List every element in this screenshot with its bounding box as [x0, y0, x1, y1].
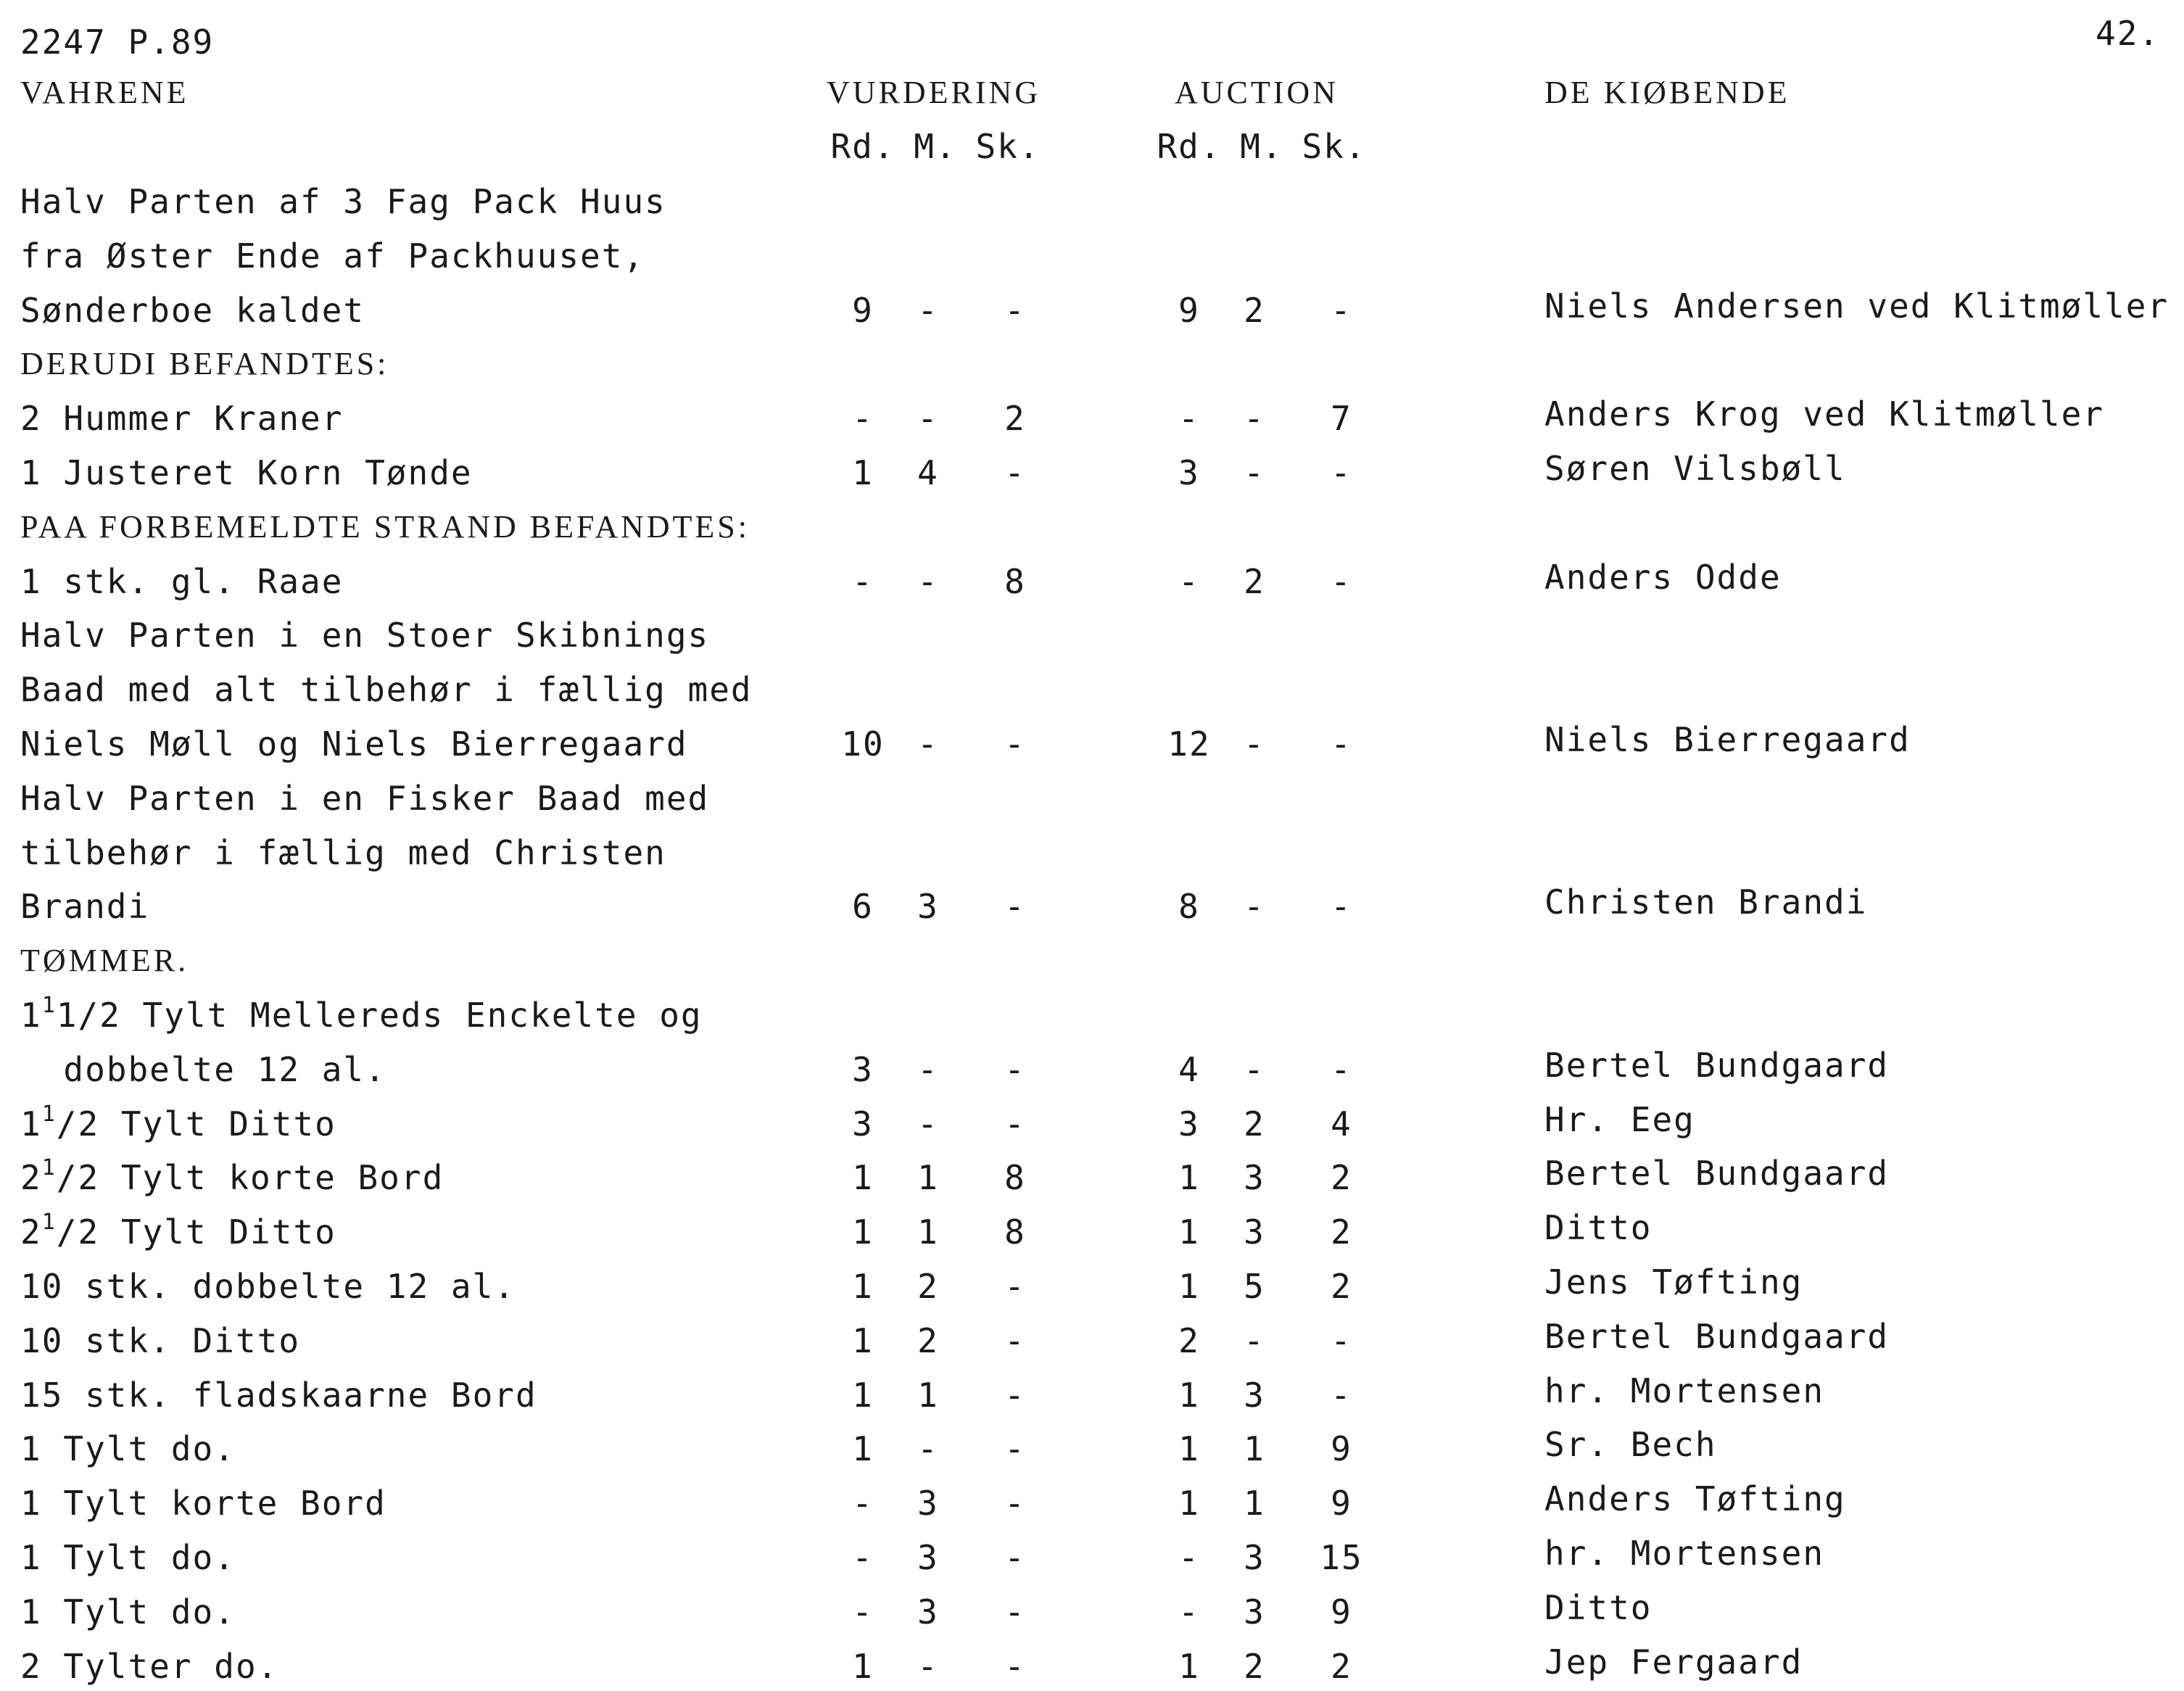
valuation-m: -: [917, 562, 939, 601]
item-text: /2 Tylt Ditto: [56, 1212, 336, 1252]
auction-rd: 2: [1178, 1321, 1200, 1360]
valuation-sk: 8: [1004, 562, 1026, 601]
auction-rd: 12: [1167, 724, 1211, 764]
valuation-sk: -: [1004, 291, 1026, 330]
valuation-sk: 2: [1004, 399, 1026, 438]
valuation-m: 3: [917, 1484, 939, 1523]
item-text: /2 Tylt Ditto: [56, 1104, 336, 1144]
item-description: [20, 1537, 236, 1578]
unit-valuation-rd: Rd.: [830, 127, 895, 166]
valuation-rd: 1: [852, 1376, 874, 1415]
section-heading: [20, 344, 389, 384]
auction-rd: -: [1178, 399, 1200, 438]
valuation-m: -: [917, 1647, 939, 1686]
auction-rd: 1: [1178, 1376, 1200, 1415]
auction-m: 3: [1244, 1212, 1265, 1252]
auction-sk: 9: [1331, 1429, 1352, 1468]
valuation-rd: 1: [852, 1267, 874, 1306]
valuation-m: -: [917, 1104, 939, 1144]
item-text: 2 Tylter do.: [20, 1647, 279, 1686]
buyer-name: hr. Mortensen: [1544, 1534, 1825, 1573]
item-text: dobbelte 12 al.: [20, 1050, 386, 1089]
buyer-name: Anders Krog ved Klitmøller: [1544, 394, 2105, 434]
buyer-name: Christen Brandi: [1544, 882, 1868, 922]
item-text: 1 Tylt do.: [20, 1592, 236, 1632]
valuation-sk: -: [1004, 1484, 1026, 1523]
valuation-rd: 10: [841, 724, 885, 764]
auction-rd: 3: [1178, 453, 1200, 492]
unit-auction-sk: Sk.: [1302, 127, 1367, 166]
buyer-name: Niels Bierregaard: [1544, 720, 1911, 759]
unit-auction-m: M.: [1240, 127, 1283, 166]
auction-sk: 2: [1331, 1212, 1352, 1252]
buyer-name: Sr. Bech: [1544, 1425, 1717, 1464]
item-text: Sønderboe kaldet: [20, 291, 365, 330]
auction-rd: 3: [1178, 1104, 1200, 1144]
valuation-sk: -: [1004, 1538, 1026, 1577]
valuation-sk: -: [1004, 1647, 1026, 1686]
item-description: [20, 886, 149, 927]
item-text: TØMMER.: [20, 943, 189, 978]
item-description: [20, 724, 688, 764]
item-description: [20, 1592, 236, 1632]
item-description: [20, 561, 343, 602]
auction-sk: -: [1331, 724, 1352, 764]
quantity-superscript: 1: [41, 1210, 57, 1235]
buyer-name: Ditto: [1544, 1588, 1653, 1627]
valuation-rd: -: [852, 1538, 874, 1577]
auction-m: 1: [1244, 1429, 1265, 1468]
valuation-sk: -: [1004, 1267, 1026, 1306]
auction-sk: 2: [1331, 1647, 1352, 1686]
auction-sk: -: [1331, 887, 1352, 926]
valuation-sk: 8: [1004, 1158, 1026, 1197]
item-text: 2 Hummer Kraner: [20, 399, 344, 438]
item-text: 1 stk. gl. Raae: [20, 562, 344, 601]
archive-reference: 2247 P.89: [20, 22, 215, 62]
auction-m: -: [1244, 887, 1265, 926]
unit-auction-rd: Rd.: [1157, 127, 1222, 166]
auction-sk: 2: [1331, 1267, 1352, 1306]
valuation-m: 4: [917, 453, 939, 492]
item-text: Halv Parten af 3 Fag Pack Huus: [20, 182, 666, 221]
valuation-sk: -: [1004, 1592, 1026, 1632]
header-goods: VAHRENE: [20, 75, 189, 110]
auction-sk: 4: [1331, 1104, 1352, 1144]
valuation-sk: -: [1004, 1050, 1026, 1089]
item-text: 1 Tylt do.: [20, 1538, 236, 1577]
quantity-superscript: 1: [41, 993, 57, 1018]
valuation-sk: 8: [1004, 1212, 1026, 1252]
item-text: DERUDI BEFANDTES:: [20, 346, 389, 381]
quantity-whole: 2: [20, 1212, 42, 1252]
valuation-sk: -: [1004, 1429, 1026, 1468]
valuation-sk: -: [1004, 724, 1026, 764]
buyer-name: Jens Tøfting: [1544, 1262, 1803, 1302]
valuation-m: -: [917, 724, 939, 764]
valuation-rd: -: [852, 399, 874, 438]
item-text: /2 Tylt korte Bord: [56, 1158, 444, 1197]
item-description: [20, 398, 343, 439]
valuation-rd: 1: [852, 1212, 874, 1252]
item-description: [20, 290, 365, 331]
auction-m: 3: [1244, 1538, 1265, 1577]
valuation-m: 3: [917, 1538, 939, 1577]
buyer-name: Bertel Bundgaard: [1544, 1046, 1890, 1085]
quantity-whole: 2: [20, 1158, 42, 1197]
valuation-rd: -: [852, 1592, 874, 1632]
buyer-name: Bertel Bundgaard: [1544, 1317, 1890, 1356]
item-text: Niels Møll og Niels Bierregaard: [20, 724, 688, 764]
auction-rd: 9: [1178, 291, 1200, 330]
buyer-name: Bertel Bundgaard: [1544, 1154, 1890, 1193]
quantity-whole: 1: [20, 996, 42, 1035]
auction-rd: -: [1178, 1592, 1200, 1632]
auction-m: 2: [1244, 1104, 1265, 1144]
valuation-m: 3: [917, 887, 939, 926]
item-description: [20, 1375, 537, 1415]
item-text: 15 stk. fladskaarne Bord: [20, 1376, 537, 1415]
valuation-m: 3: [917, 1592, 939, 1632]
valuation-rd: 1: [852, 1429, 874, 1468]
auction-sk: -: [1331, 1376, 1352, 1415]
auction-sk: 9: [1331, 1484, 1352, 1523]
item-text: Halv Parten i en Stoer Skibnings: [20, 616, 710, 655]
item-text: 1 Tylt korte Bord: [20, 1484, 386, 1523]
item-text: 1 Tylt do.: [20, 1429, 236, 1468]
item-text: Baad med alt tilbehør i fællig med: [20, 670, 753, 709]
auction-sk: 2: [1331, 1158, 1352, 1197]
auction-m: -: [1244, 724, 1265, 764]
buyer-name: Jep Fergaard: [1544, 1642, 1803, 1682]
buyer-name: Anders Odde: [1544, 558, 1782, 597]
auction-sk: 9: [1331, 1592, 1352, 1632]
valuation-m: 1: [917, 1212, 939, 1252]
auction-m: 2: [1244, 562, 1265, 601]
valuation-rd: 3: [852, 1104, 874, 1144]
item-description: [20, 995, 703, 1035]
valuation-rd: 1: [852, 453, 874, 492]
auction-sk: -: [1331, 562, 1352, 601]
valuation-rd: 9: [852, 291, 874, 330]
auction-rd: 4: [1178, 1050, 1200, 1089]
valuation-m: -: [917, 399, 939, 438]
auction-rd: 1: [1178, 1484, 1200, 1523]
valuation-m: 1: [917, 1376, 939, 1415]
item-text: 1 Justeret Korn Tønde: [20, 453, 473, 492]
auction-rd: 1: [1178, 1647, 1200, 1686]
auction-rd: 1: [1178, 1158, 1200, 1197]
valuation-rd: 6: [852, 887, 874, 926]
item-text: PAA FORBEMELDTE STRAND BEFANDTES:: [20, 509, 750, 545]
auction-m: 3: [1244, 1592, 1265, 1632]
item-text: 1/2 Tylt Mellereds Enckelte og: [56, 996, 703, 1035]
auction-rd: -: [1178, 562, 1200, 601]
item-description: [20, 778, 709, 819]
unit-valuation-sk: Sk.: [975, 127, 1041, 166]
item-description: [20, 1266, 516, 1307]
item-text: 10 stk. dobbelte 12 al.: [20, 1267, 516, 1306]
quantity-whole: 1: [20, 1104, 42, 1144]
item-description: [20, 452, 473, 493]
item-description: [20, 615, 709, 656]
item-text: tilbehør i fællig med Christen: [20, 833, 666, 872]
item-text: Brandi: [20, 887, 150, 926]
valuation-m: 2: [917, 1321, 939, 1360]
auction-rd: 1: [1178, 1429, 1200, 1468]
valuation-rd: 1: [852, 1158, 874, 1197]
item-description: [20, 1429, 236, 1469]
valuation-sk: -: [1004, 1321, 1026, 1360]
auction-rd: -: [1178, 1538, 1200, 1577]
valuation-rd: 3: [852, 1050, 874, 1089]
quantity-superscript: 1: [41, 1101, 57, 1127]
item-description: [20, 1157, 444, 1198]
valuation-sk: -: [1004, 887, 1026, 926]
item-description: [20, 1320, 300, 1361]
valuation-m: -: [917, 291, 939, 330]
header-valuation: VURDERING: [827, 75, 1041, 110]
header-auction: AUCTION: [1175, 75, 1339, 110]
valuation-rd: -: [852, 1484, 874, 1523]
auction-m: 5: [1244, 1267, 1265, 1306]
valuation-m: -: [917, 1429, 939, 1468]
valuation-sk: -: [1004, 1104, 1026, 1144]
auction-m: 3: [1244, 1158, 1265, 1197]
valuation-m: -: [917, 1050, 939, 1089]
item-description: [20, 1483, 386, 1523]
buyer-name: Søren Vilsbøll: [1544, 449, 1846, 488]
valuation-rd: 1: [852, 1321, 874, 1360]
header-buyers: DE KIØBENDE: [1544, 75, 1790, 110]
valuation-rd: 1: [852, 1647, 874, 1686]
page-number: 42.: [2096, 14, 2161, 53]
auction-m: 2: [1244, 291, 1265, 330]
quantity-superscript: 1: [41, 1155, 57, 1181]
auction-rd: 1: [1178, 1212, 1200, 1252]
valuation-rd: -: [852, 562, 874, 601]
valuation-sk: -: [1004, 1376, 1026, 1415]
buyer-name: Ditto: [1544, 1208, 1653, 1247]
auction-m: -: [1244, 1050, 1265, 1089]
section-heading: [20, 940, 189, 981]
item-text: fra Øster Ende af Packhuuset,: [20, 236, 645, 276]
valuation-m: 2: [917, 1267, 939, 1306]
buyer-name: hr. Mortensen: [1544, 1371, 1825, 1410]
item-description: [20, 181, 666, 222]
auction-sk: -: [1331, 1321, 1352, 1360]
item-description: [20, 1049, 386, 1090]
auction-m: -: [1244, 1321, 1265, 1360]
unit-valuation-m: M.: [914, 127, 957, 166]
auction-sk: -: [1331, 1050, 1352, 1089]
item-description: [20, 1646, 278, 1687]
item-description: [20, 669, 753, 710]
auction-m: -: [1244, 399, 1265, 438]
valuation-m: 1: [917, 1158, 939, 1197]
auction-m: -: [1244, 453, 1265, 492]
item-description: [20, 1212, 336, 1252]
auction-rd: 8: [1178, 887, 1200, 926]
valuation-sk: -: [1004, 453, 1026, 492]
auction-sk: 7: [1331, 399, 1352, 438]
item-description: [20, 236, 645, 276]
auction-m: 3: [1244, 1376, 1265, 1415]
item-description: [20, 1101, 336, 1144]
auction-sk: -: [1331, 291, 1352, 330]
auction-m: 1: [1244, 1484, 1265, 1523]
auction-sk: -: [1331, 453, 1352, 492]
item-text: 10 stk. Ditto: [20, 1321, 301, 1360]
auction-rd: 1: [1178, 1267, 1200, 1306]
buyer-name: Anders Tøfting: [1544, 1479, 1846, 1518]
section-heading: [20, 507, 750, 547]
auction-sk: 15: [1320, 1538, 1363, 1577]
item-description: [20, 832, 666, 873]
auction-m: 2: [1244, 1647, 1265, 1686]
buyer-name: Hr. Eeg: [1544, 1100, 1695, 1139]
item-text: Halv Parten i en Fisker Baad med: [20, 779, 710, 818]
buyer-name: Niels Andersen ved Klitmøller: [1544, 286, 2169, 326]
